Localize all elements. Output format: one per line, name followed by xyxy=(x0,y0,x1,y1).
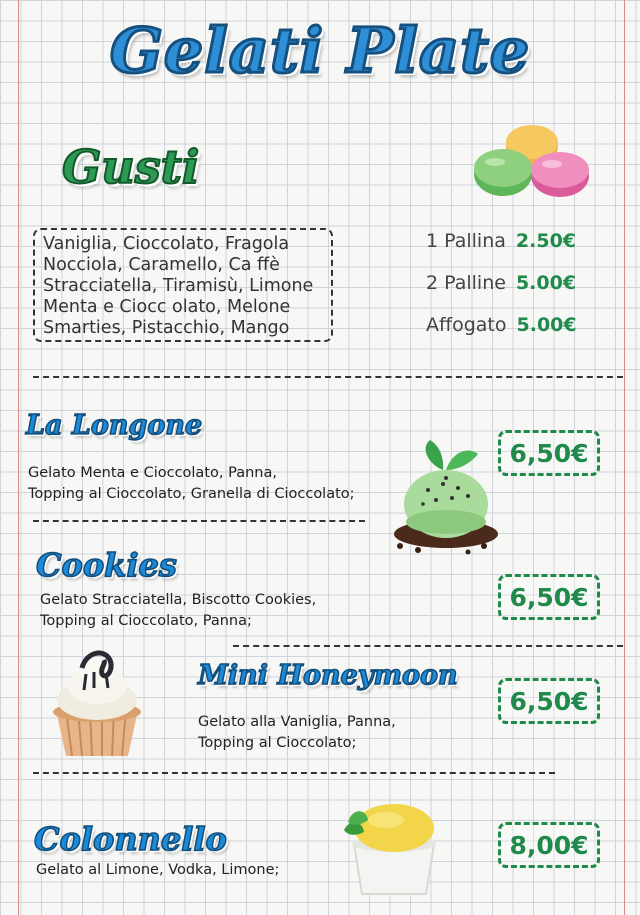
price-value: 2.50€ xyxy=(515,230,577,252)
cupcake-icon xyxy=(44,644,149,760)
price-label: Affogato xyxy=(426,314,507,336)
desc-line: Topping al Cioccolato, Granella di Cioccolato; xyxy=(28,486,355,502)
item-title-colonnello: Colonnello xyxy=(34,820,227,858)
desc-line: Topping al Cioccolato, Panna; xyxy=(40,613,252,629)
divider xyxy=(33,376,623,378)
item-description xyxy=(36,860,279,881)
gusti-heading: Gusti xyxy=(62,140,200,194)
mint-gelato-icon xyxy=(388,434,503,558)
price-tag: 8,00€ xyxy=(498,822,600,868)
page-title: Gelati Plate xyxy=(109,14,531,87)
divider xyxy=(33,520,365,522)
price-label: 2 Palline xyxy=(426,272,506,294)
flavors-box xyxy=(33,228,333,342)
item-title-cookies: Cookies xyxy=(36,546,177,584)
price-label: 1 Pallina xyxy=(426,230,506,252)
flavor-line: Stracciatella, Tiramisù, Limone xyxy=(43,276,314,296)
macarons-icon xyxy=(470,120,595,202)
desc-line: Gelato Menta e Cioccolato, Panna, xyxy=(28,465,277,481)
price-row xyxy=(426,230,577,272)
price-tag: 6,50€ xyxy=(498,574,600,620)
price-value: 5.00€ xyxy=(515,272,577,294)
desc-line: Topping al Cioccolato; xyxy=(198,735,357,751)
flavor-line: Nocciola, Caramello, Ca ffè xyxy=(43,255,280,275)
desc-line: Gelato alla Vaniglia, Panna, xyxy=(198,714,396,730)
flavor-line: Smarties, Pistacchio, Mango xyxy=(43,318,290,338)
price-tag: 6,50€ xyxy=(498,430,600,476)
item-description xyxy=(198,712,396,754)
lemon-gelato-icon xyxy=(336,800,446,900)
price-row xyxy=(426,272,577,314)
item-description xyxy=(40,590,316,632)
right-margin-line xyxy=(624,0,625,915)
price-value: 5.00€ xyxy=(516,314,577,336)
desc-line: Gelato al Limone, Vodka, Limone; xyxy=(36,862,280,878)
price-row xyxy=(426,314,577,356)
desc-line: Gelato Stracciatella, Biscotto Cookies, xyxy=(40,592,317,608)
divider xyxy=(33,772,555,774)
left-margin-line xyxy=(18,0,19,915)
flavor-line: Vaniglia, Cioccolato, Fragola xyxy=(43,234,290,254)
item-description xyxy=(28,463,355,505)
flavor-line: Menta e Ciocc olato, Melone xyxy=(43,297,291,317)
price-tag: 6,50€ xyxy=(498,678,600,724)
item-title-la-longone: La Longone xyxy=(26,410,203,441)
item-title-mini-honeymoon: Mini Honeymoon xyxy=(198,660,458,691)
divider xyxy=(233,645,623,647)
price-list xyxy=(426,230,577,356)
